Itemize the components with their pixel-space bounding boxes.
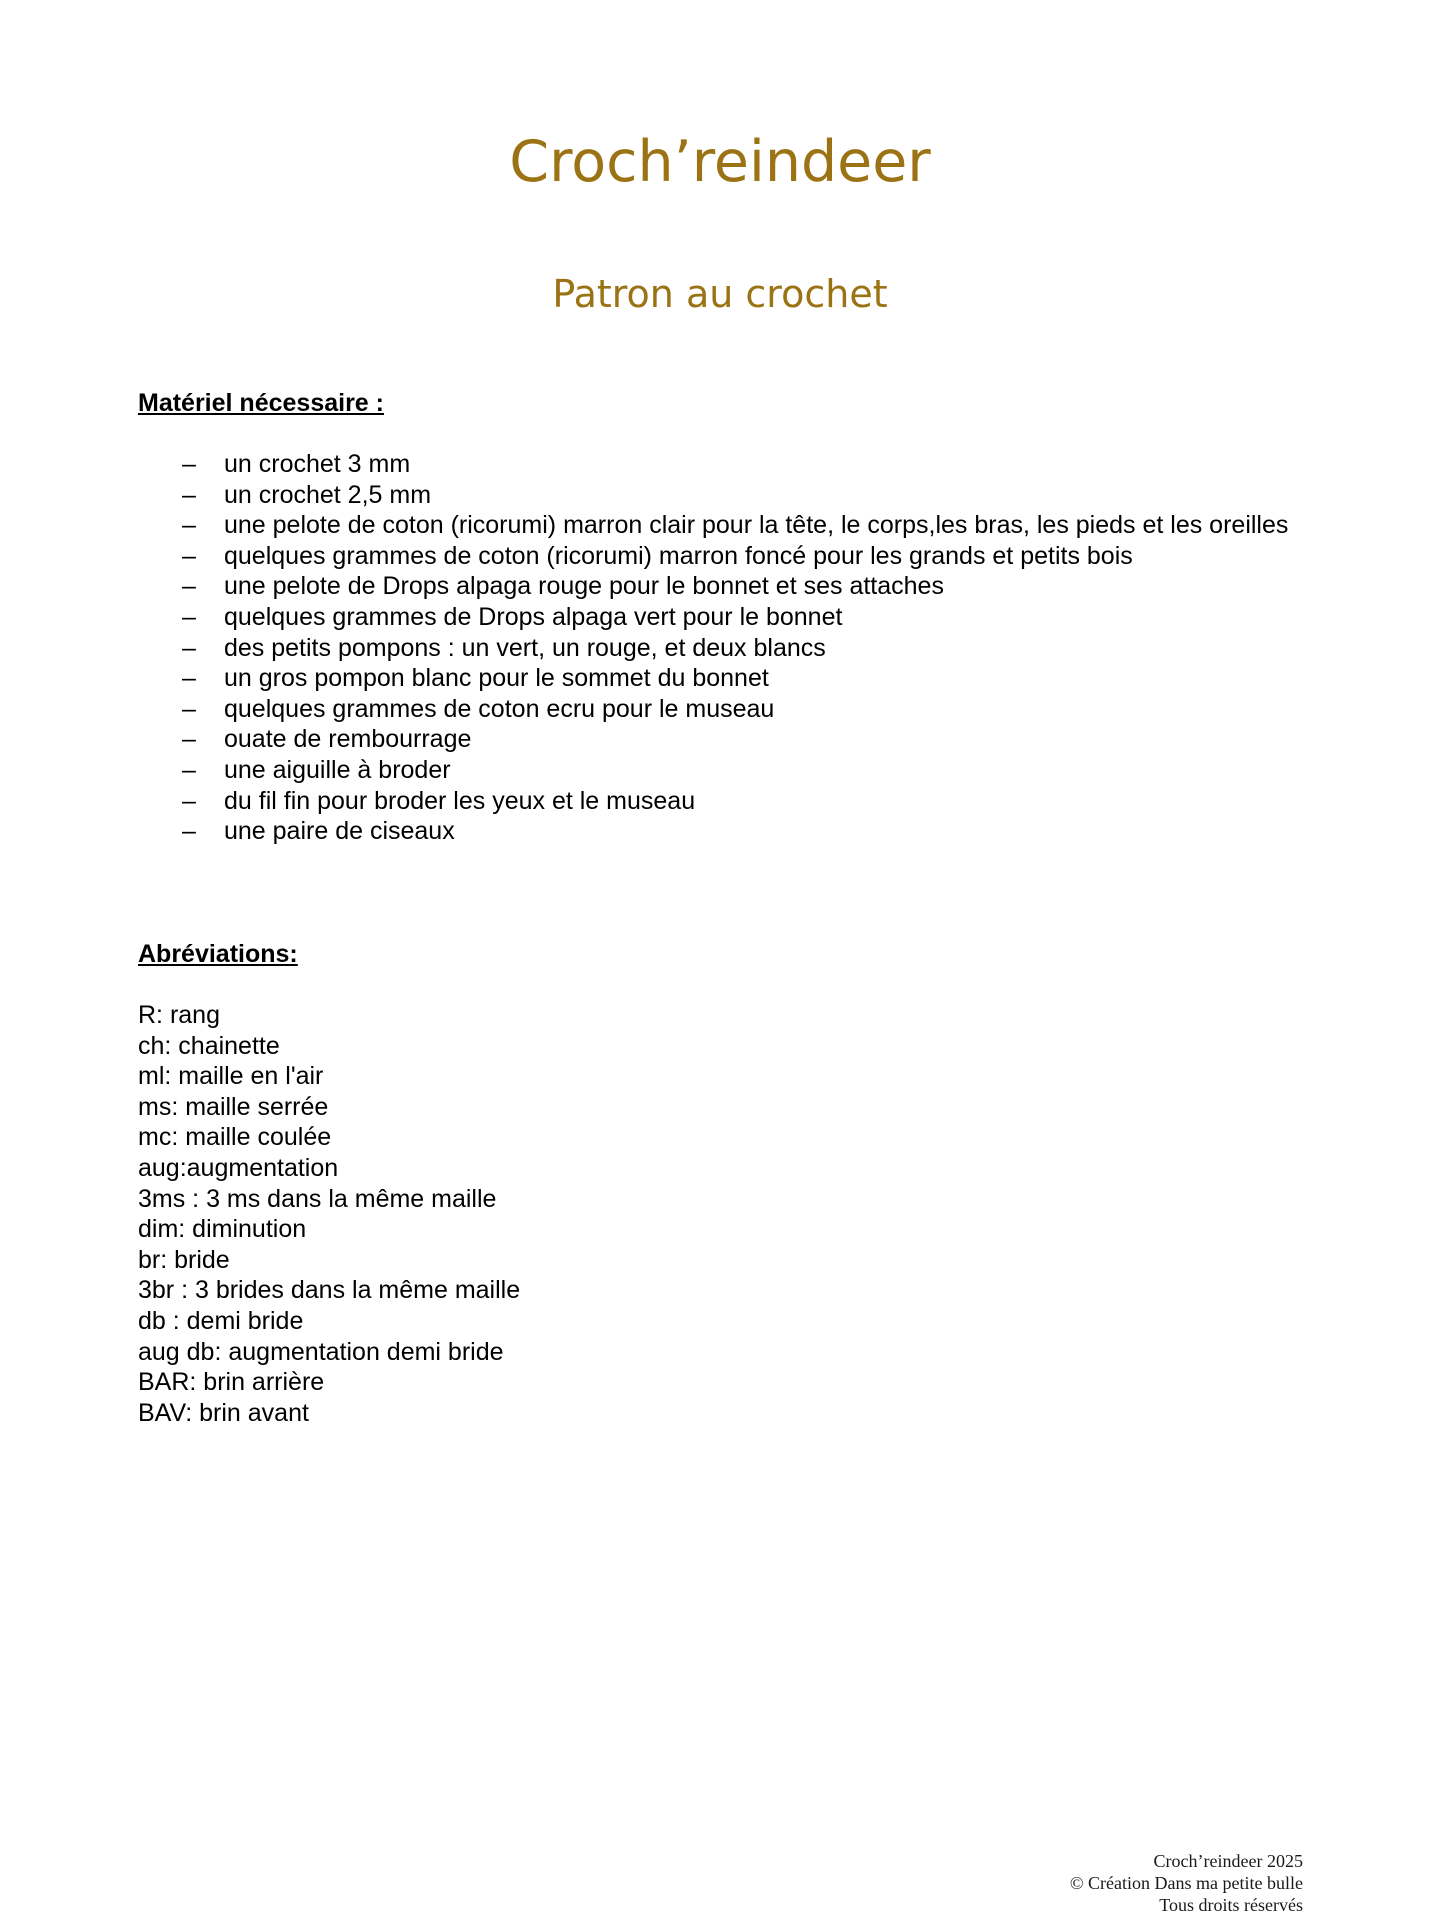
abbreviations-heading: Abréviations:: [138, 940, 298, 968]
abbreviation-item: 3ms : 3 ms dans la même maille: [138, 1184, 497, 1213]
materials-item-text: une pelote de coton (ricorumi) marron clair pour la tête, le corps,les bras, les pieds et les oreilles: [224, 511, 1289, 540]
materials-list-item: [138, 510, 1298, 541]
abbreviation-item: db : demi bride: [138, 1306, 304, 1335]
materials-item-text: un crochet 3 mm: [224, 450, 411, 478]
abbreviation-item: mc: maille coulée: [138, 1123, 332, 1152]
abbreviations-list: [138, 1000, 520, 1428]
materials-list-item: [138, 571, 1298, 602]
materials-list-item: [138, 816, 1298, 847]
materials-item-text: des petits pompons : un vert, un rouge, et deux blancs: [224, 633, 826, 662]
materials-item-text: du fil fin pour broder les yeux et le museau: [224, 786, 696, 815]
materials-item-text: une paire de ciseaux: [224, 817, 455, 846]
materials-list-item: [138, 480, 1298, 511]
materials-item-text: ouate de rembourrage: [224, 725, 472, 754]
dash-bullet-icon: –: [182, 511, 196, 540]
dash-bullet-icon: –: [182, 480, 196, 509]
materials-list-item: [138, 449, 1298, 480]
abbreviation-item: ms: maille serrée: [138, 1092, 329, 1121]
footer-rights: Tous droits réservés: [1159, 1895, 1303, 1915]
materials-item-text: quelques grammes de coton ecru pour le museau: [224, 694, 775, 723]
materials-item-text: une aiguille à broder: [224, 755, 451, 784]
dash-bullet-icon: –: [182, 786, 196, 815]
abbreviation-item: ch: chainette: [138, 1031, 280, 1060]
document-title: Croch’reindeer: [509, 129, 931, 195]
abbreviation-item: BAR: brin arrière: [138, 1368, 325, 1397]
abbreviation-item: dim: diminution: [138, 1215, 307, 1244]
abbreviation-item: aug:augmentation: [138, 1153, 339, 1182]
footer-creator: © Création Dans ma petite bulle: [1069, 1873, 1303, 1893]
materials-list: [138, 449, 1298, 847]
dash-bullet-icon: –: [182, 450, 196, 478]
dash-bullet-icon: –: [182, 541, 196, 570]
abbreviation-item: R: rang: [138, 1001, 220, 1029]
materials-item-text: quelques grammes de Drops alpaga vert pour le bonnet: [224, 602, 843, 631]
abbreviation-item: ml: maille en l'air: [138, 1062, 324, 1091]
dash-bullet-icon: –: [182, 755, 196, 784]
footer-copyright-year: Croch’reindeer 2025: [1153, 1851, 1303, 1871]
dash-bullet-icon: –: [182, 572, 196, 601]
materials-item-text: un crochet 2,5 mm: [224, 480, 432, 509]
materials-list-item: [138, 694, 1298, 725]
abbreviation-item: BAV: brin avant: [138, 1398, 309, 1427]
materials-list-item: [138, 663, 1298, 694]
abbreviation-item: aug db: augmentation demi bride: [138, 1337, 504, 1366]
materials-heading: Matériel nécessaire :: [138, 389, 384, 417]
dash-bullet-icon: –: [182, 725, 196, 754]
materials-list-item: [138, 602, 1298, 633]
abbreviation-item: br: bride: [138, 1245, 230, 1274]
dash-bullet-icon: –: [182, 664, 196, 693]
dash-bullet-icon: –: [182, 633, 196, 662]
materials-list-item: [138, 541, 1298, 572]
dash-bullet-icon: –: [182, 817, 196, 846]
materials-list-item: [138, 724, 1298, 755]
document-subtitle: Patron au crochet: [552, 272, 888, 316]
page-footer: [1070, 1850, 1303, 1916]
materials-item-text: une pelote de Drops alpaga rouge pour le bonnet et ses attaches: [224, 572, 944, 601]
dash-bullet-icon: –: [182, 694, 196, 723]
abbreviation-item: 3br : 3 brides dans la même maille: [138, 1276, 521, 1305]
materials-item-text: quelques grammes de coton (ricorumi) marron foncé pour les grands et petits bois: [224, 541, 1133, 570]
materials-list-item: [138, 633, 1298, 664]
dash-bullet-icon: –: [182, 602, 196, 631]
materials-list-item: [138, 755, 1298, 786]
materials-list-item: [138, 786, 1298, 817]
materials-item-text: un gros pompon blanc pour le sommet du bonnet: [224, 664, 769, 693]
